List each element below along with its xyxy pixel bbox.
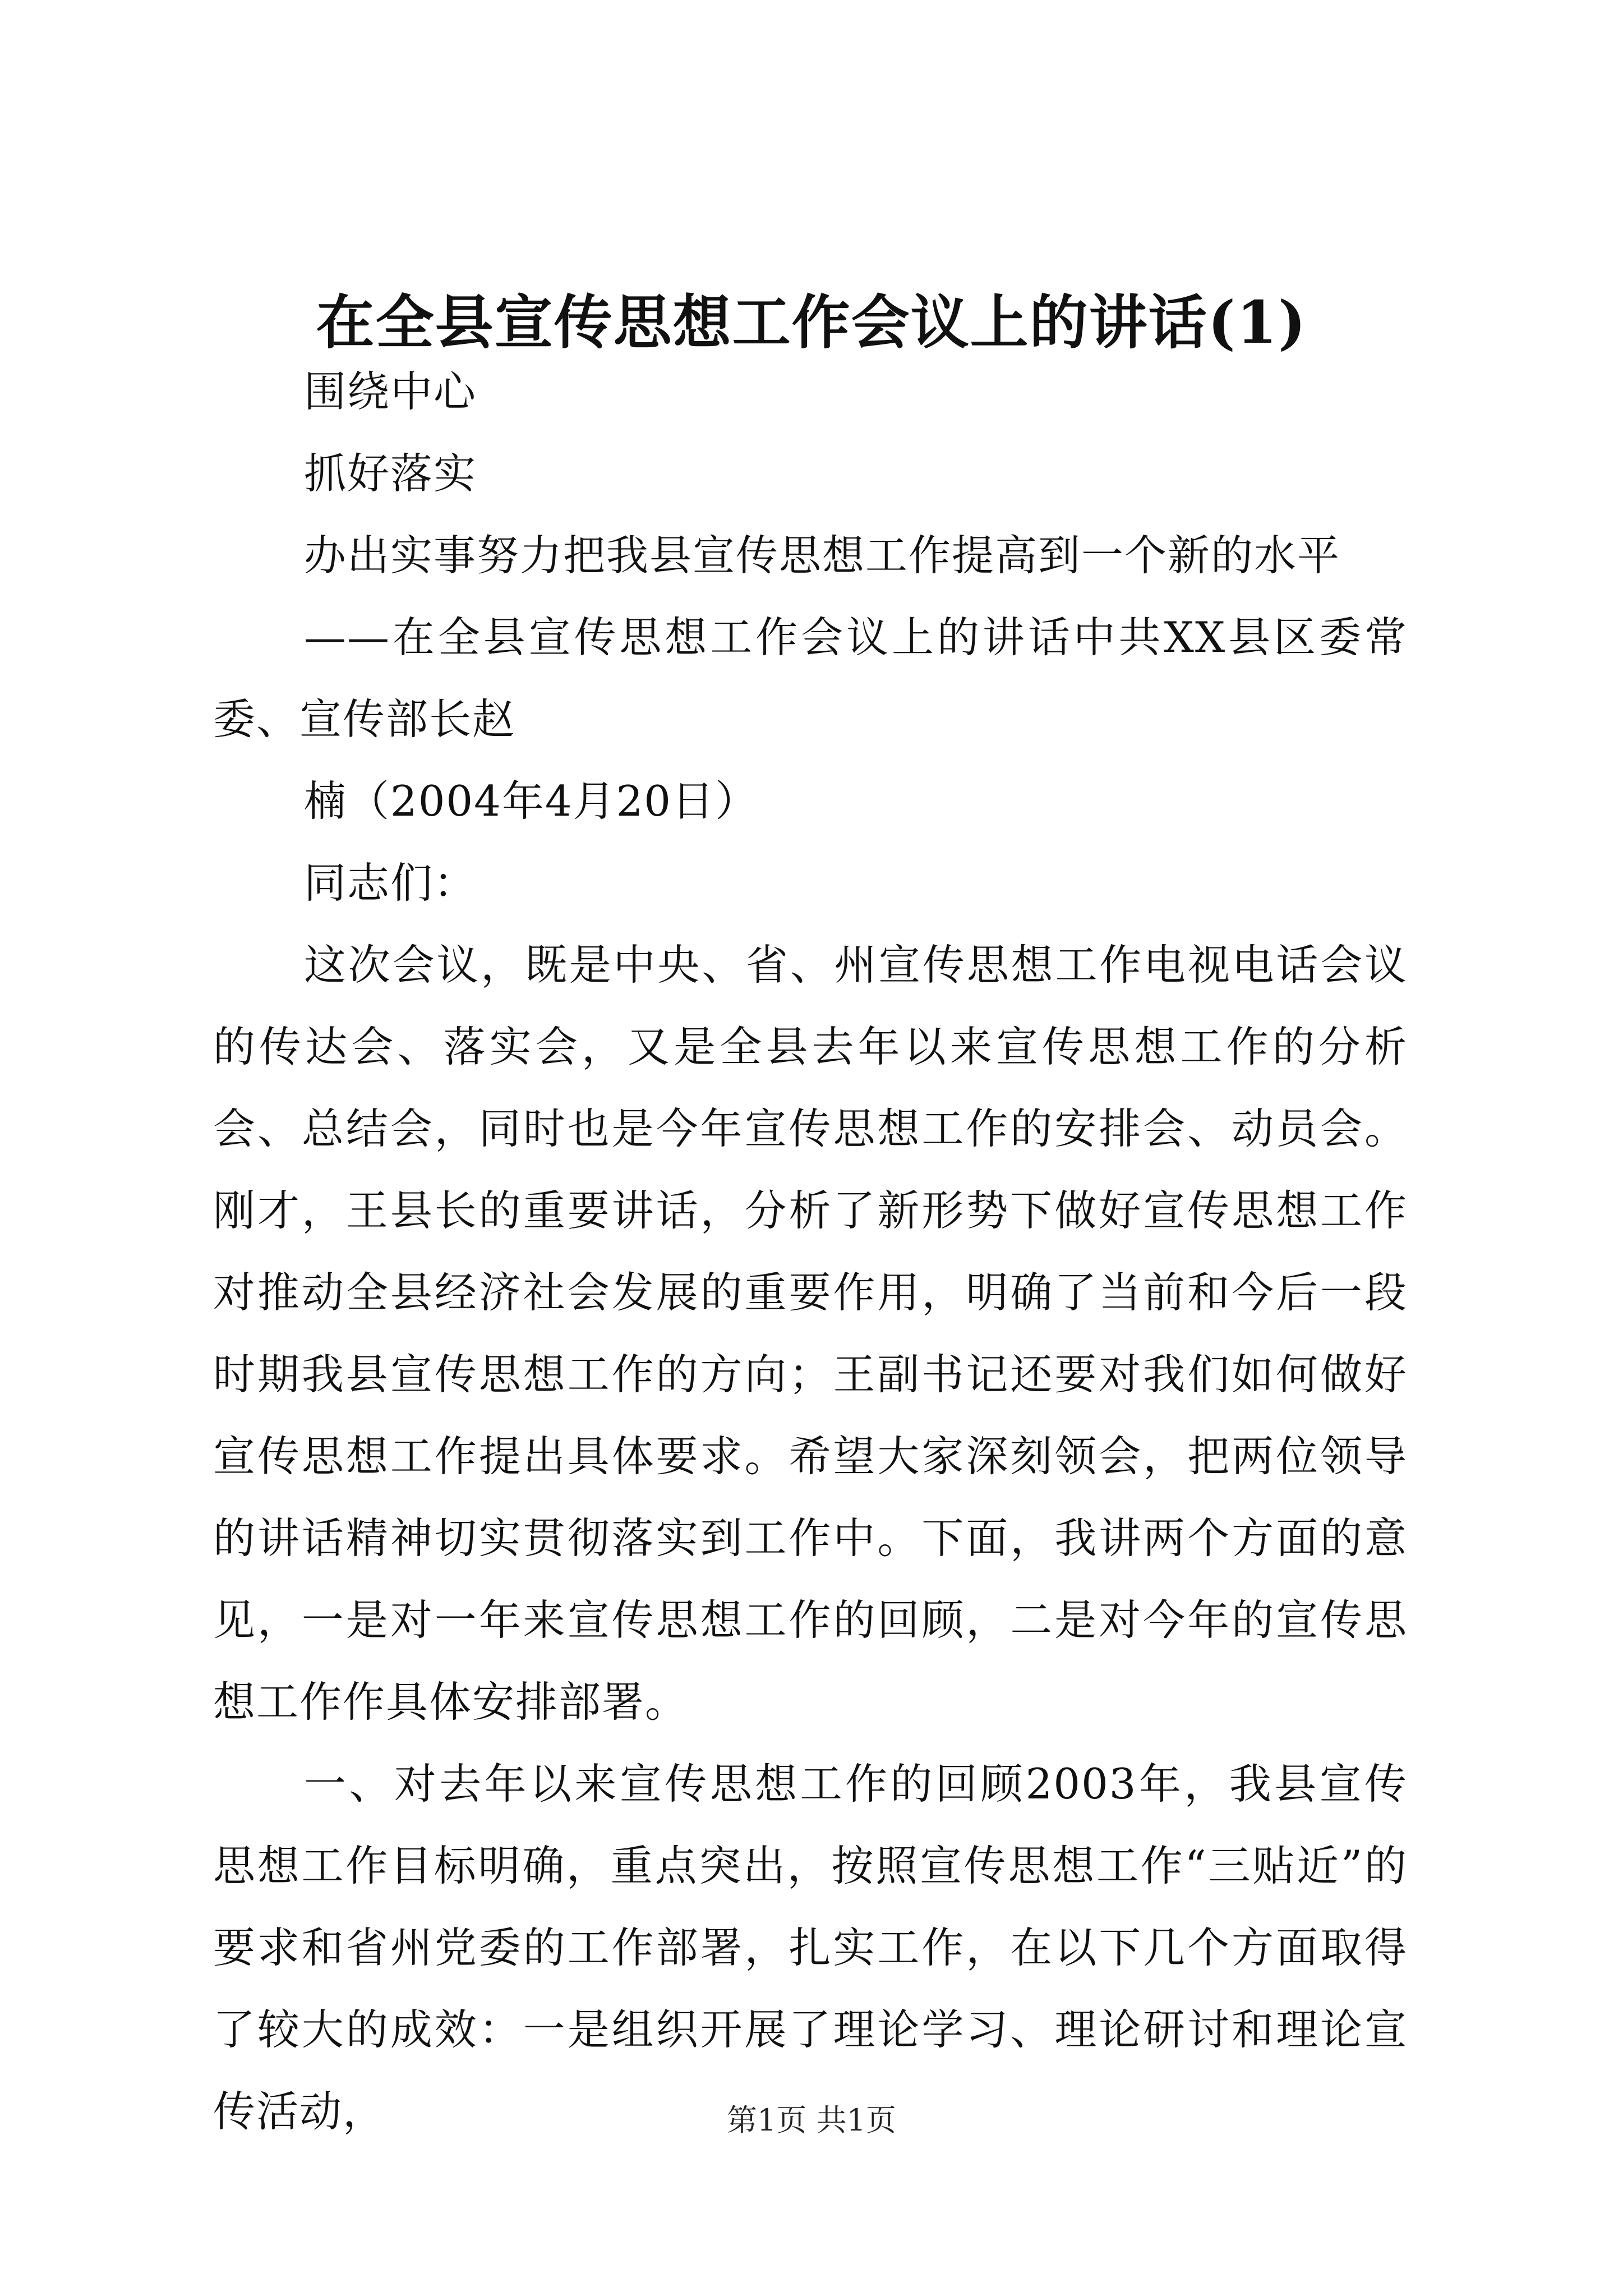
paragraph: 办出实事努力把我县宣传思想工作提高到一个新的水平 <box>304 531 1341 580</box>
document-title: 在全县宣传思想工作会议上的讲话(1) <box>316 288 1307 357</box>
paragraph: 这次会议，既是中央、省、州宣传思想工作电视电话会议的传达会、落实会，又是全县去年以来宣传思想工作的分析会、总结会，同时也是今年宣传思想工作的安排会、动员会。刚才，王县长的重要讲话，分析了新形势下做好宣传思想工作对推动全县经济社会发展的重要作用，明确了当前和今后一段时期我县宣传思想工作的方向；王副书记还要对我们如何做好宣传思想工作提出具体要求。希望大家深刻领会，把两位领导的讲话精神切实贯彻落实到工作中。下面，我讲两个方面的意见，一是对一年来宣传思想工作的回顾，二是对今年的宣传思想工作作具体安排部署。 <box>213 940 1408 1727</box>
document-body <box>213 351 1408 2152</box>
paragraph: 楠（2004年4月20日） <box>304 776 759 826</box>
paragraph: ——在全县宣传思想工作会议上的讲话中共XX县区委常委、宣传部长赵 <box>213 613 1408 744</box>
paragraph: 抓好落实 <box>304 449 477 498</box>
paragraph: 一、对去年以来宣传思想工作的回顾2003年，我县宣传思想工作目标明确，重点突出，按照宣传思想工作“三贴近”的要求和省州党委的工作部署，扎实工作，在以下几个方面取得了较大的成效：一是组织开展了理论学习、理论研讨和理论宣传活动， <box>213 1759 1408 2136</box>
paragraph: 围绕中心 <box>304 367 477 416</box>
page-indicator: 第1页 共1页 <box>727 2102 896 2138</box>
paragraph: 同志们： <box>304 858 477 908</box>
